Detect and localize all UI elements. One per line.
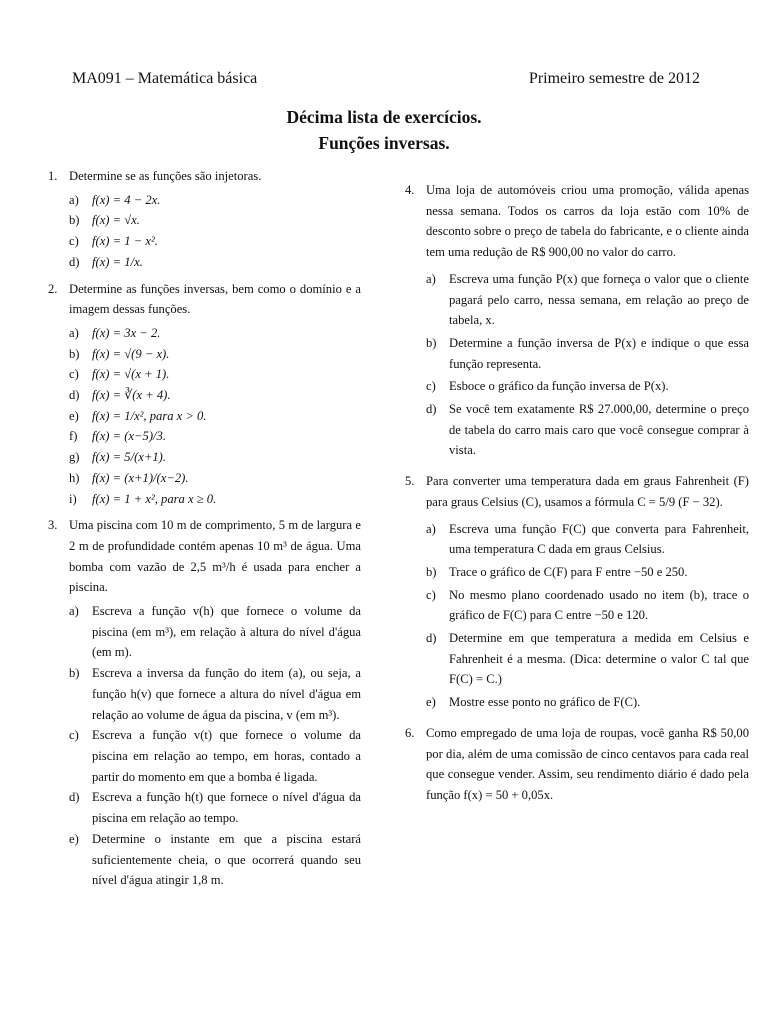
list-item	[69, 663, 361, 725]
question-number: 2.	[48, 281, 58, 296]
list-item	[69, 252, 361, 273]
question-text: Uma loja de automóveis criou uma promoção, válida apenas nessa semana. Todos os carros da loja estão com 10% de desconto sobre o preço de tabela do fabricante, e o cliente ainda tem uma redução de R$ 900,00 no valor do carro.	[426, 183, 749, 260]
item-label: e)	[69, 408, 79, 423]
item-label: c)	[426, 587, 436, 602]
item-label: c)	[426, 379, 436, 394]
item-label: b)	[69, 346, 80, 361]
course-header: MA091 – Matemática básica	[72, 70, 258, 87]
item-label: f)	[69, 429, 78, 444]
item-text: Escreva uma função P(x) que forneça o valor que o cliente pagará pelo carro, nessa semana, em relação ao preço de tabela, x.	[449, 271, 749, 328]
list-item	[69, 323, 361, 344]
item-text: Esboce o gráfico da função inversa de P(x).	[449, 379, 669, 394]
item-text: Determine o instante em que a piscina estará suficientemente cheia, o que ocorrerá quando seu nível d'água atingir 1,8 m.	[92, 831, 361, 888]
question-text: Uma piscina com 10 m de comprimento, 5 m de largura e 2 m de profundidade contém apenas 10 m³ de água. Uma bomba com vazão de 2,5 m³/h é usada para encher a piscina.	[69, 518, 361, 595]
list-item	[69, 447, 361, 468]
page-title: Décima lista de exercícios.	[286, 107, 482, 127]
question-4	[405, 180, 749, 461]
item-label: d)	[69, 790, 80, 805]
question-2	[48, 279, 361, 510]
list-item	[69, 190, 361, 211]
item-text: f(x) = √x.	[92, 213, 140, 228]
item-label: a)	[426, 521, 436, 536]
item-text: Escreva a função h(t) que fornece o nível d'água da piscina em relação ao tempo.	[92, 790, 361, 826]
item-label: e)	[69, 831, 79, 846]
question-text: Para converter uma temperatura dada em graus Fahrenheit (F) para graus Celsius (C), usamos a fórmula C = 5/9 (F − 32).	[426, 474, 749, 509]
item-list	[69, 190, 361, 273]
item-text: f(x) = 1/x², para x > 0.	[92, 408, 207, 423]
list-item	[426, 333, 749, 374]
item-label: a)	[426, 271, 436, 286]
list-item	[69, 725, 361, 787]
semester-header: Primeiro semestre de 2012	[528, 70, 700, 87]
item-label: c)	[69, 367, 79, 382]
list-item	[69, 787, 361, 828]
item-text: Determine em que temperatura a medida em Celsius e Fahrenheit é a mesma. (Dica: determine o valor C tal que F(C) = C.)	[449, 631, 749, 687]
list-item	[426, 519, 749, 560]
item-label: d)	[426, 631, 437, 646]
item-text: No mesmo plano coordenado usado no item (b), trace o gráfico de F(C) para C entre −50 e 120.	[449, 587, 749, 623]
question-3	[48, 515, 361, 891]
list-item	[426, 585, 749, 626]
list-item	[69, 468, 361, 489]
list-item	[69, 601, 361, 663]
left-column	[48, 166, 361, 897]
item-text: Escreva a função v(h) que fornece o volume da piscina (em m³), em relação à altura do nível d'água (em m).	[92, 604, 361, 660]
item-list	[426, 269, 749, 461]
list-item	[426, 399, 749, 461]
item-text: f(x) = √(9 − x).	[92, 346, 170, 361]
item-text: f(x) = (x+1)/(x−2).	[92, 470, 189, 485]
question-5	[405, 471, 749, 713]
list-item	[426, 376, 749, 397]
question-text: Determine se as funções são injetoras.	[69, 169, 262, 183]
item-text: f(x) = 1 − x².	[92, 234, 158, 249]
item-label: h)	[69, 470, 80, 485]
item-text: f(x) = 4 − 2x.	[92, 192, 161, 207]
item-label: a)	[69, 325, 79, 340]
item-text: Se você tem exatamente R$ 27.000,00, determine o preço de tabela do carro mais caro que você consegue comprar à vista.	[449, 402, 749, 458]
item-label: g)	[69, 450, 80, 465]
item-text: f(x) = 1/x.	[92, 254, 143, 269]
list-item	[69, 829, 361, 891]
item-label: b)	[426, 335, 437, 350]
item-text: Escreva uma função F(C) que converta para Fahrenheit, uma temperatura C dada em graus Celsius.	[449, 521, 749, 557]
question-text: Como empregado de uma loja de roupas, você ganha R$ 50,00 por dia, além de uma comissão de cinco centavos para cada real que consegue vender. Assim, seu rendimento diário é dado pela função f(x) = 50 + 0,05x.	[426, 725, 749, 802]
item-text: Trace o gráfico de C(F) para F entre −50 e 250.	[449, 564, 688, 579]
item-text: f(x) = 1 + x², para x ≥ 0.	[92, 491, 217, 506]
item-label: b)	[69, 666, 80, 681]
question-number: 5.	[405, 474, 415, 489]
item-text: Escreva a inversa da função do item (a), ou seja, a função h(v) que fornece a altura do nível d'água em relação ao volume de água da piscina, v (em m³).	[92, 666, 361, 722]
item-label: d)	[426, 402, 437, 417]
item-label: i)	[69, 491, 77, 506]
item-label: c)	[69, 234, 79, 249]
item-label: d)	[69, 388, 80, 403]
list-item	[69, 231, 361, 252]
list-item	[426, 628, 749, 690]
item-label: a)	[69, 604, 79, 619]
question-number: 4.	[405, 183, 415, 197]
list-item	[426, 269, 749, 331]
item-text: f(x) = 3x − 2.	[92, 325, 161, 340]
list-item	[69, 364, 361, 385]
item-text: Determine a função inversa de P(x) e indique o que essa função representa.	[449, 335, 749, 371]
item-text: Mostre esse ponto no gráfico de F(C).	[449, 695, 641, 710]
list-item	[69, 406, 361, 427]
question-number: 3.	[48, 518, 58, 533]
question-6	[405, 723, 749, 806]
list-item	[69, 489, 361, 510]
right-column	[405, 180, 749, 816]
item-label: b)	[426, 564, 437, 579]
list-item	[426, 562, 749, 583]
item-label: a)	[69, 192, 79, 207]
item-list	[69, 601, 361, 891]
list-item	[426, 692, 749, 713]
question-number: 6.	[405, 725, 415, 740]
question-number: 1.	[48, 169, 58, 183]
item-text: Escreva a função v(t) que fornece o volume da piscina em relação ao tempo, em horas, contado a partir do momento em que a bomba é ligada.	[92, 728, 361, 784]
item-list	[426, 519, 749, 713]
list-item	[69, 344, 361, 365]
list-item	[69, 210, 361, 231]
question-1	[48, 166, 361, 273]
list-item	[69, 385, 361, 406]
item-list	[69, 323, 361, 509]
item-label: b)	[69, 213, 80, 228]
item-text: f(x) = 5/(x+1).	[92, 450, 166, 465]
item-text: f(x) = (x−5)/3.	[92, 429, 166, 444]
item-label: e)	[426, 695, 436, 710]
page-subtitle: Funções inversas.	[318, 133, 450, 153]
item-label: d)	[69, 254, 80, 269]
item-text: f(x) = √(x + 1).	[92, 367, 170, 382]
question-text: Determine as funções inversas, bem como o domínio e a imagem dessas funções.	[69, 281, 361, 317]
item-label: c)	[69, 728, 79, 743]
list-item	[69, 426, 361, 447]
item-text: f(x) = ∛(x + 4).	[92, 388, 171, 403]
